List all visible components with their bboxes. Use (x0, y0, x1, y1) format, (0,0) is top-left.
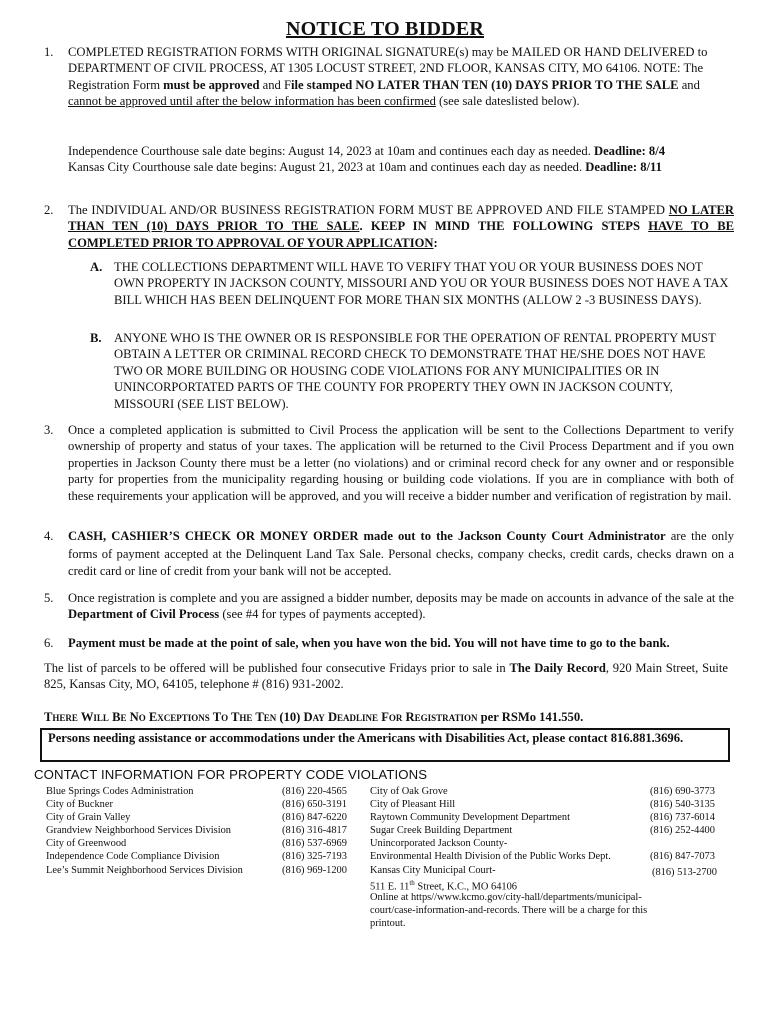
item-2-step-b: B. ANYONE WHO IS THE OWNER OR IS RESPONSIBLE FOR THE OPERATION OF RENTAL PROPERTY MUST OBTAIN A LETTER OR CRIMINAL RECORD CHECK TO DEMONSTRATE THAT HE/SHE DOES NOT HAVE TWO OR MORE BUILDING OR HOUSING CODE VIOLATIONS FOR ANY MUNICIPALITIES OR IN UNINCORPORTATED PARTS OF THE COUNTY FOR PROPERTY THEY OWN IN JACKSON COUNTY, MISSOURI (SEE LIST BELOW). (90, 331, 716, 411)
item-text: Once registration is complete and you are assigned a bidder number, deposits may be made on accounts in advance of the sale at the Department of Civil Process (see #4 for types of payments accepted). (68, 591, 734, 622)
contact-row: City of Pleasant Hill (816) 540-3135 (370, 799, 715, 811)
parcels-paragraph: The list of parcels to be offered will be published four consecutive Fridays prior to sale in The Daily Record, 920 Main Street, Suite 825, Kansas City, MO, 64105, telephone # (816) 931-2002. (44, 661, 728, 692)
contacts-left-table (46, 785, 366, 877)
contacts-right-table (370, 785, 730, 893)
contact-row: Lee’s Summit Neighborhood Services Division (816) 969-1200 (46, 864, 347, 876)
kansas-city-sale-date: Kansas City Courthouse sale date begins: August 21, 2023 at 10am and continues each day as needed. Deadline: 8/11 (68, 160, 662, 175)
contact-row: City of Buckner (816) 650-3191 (46, 799, 347, 811)
contact-row: Independence Code Compliance Division (816) 325-7193 (46, 851, 347, 863)
item-text: The INDIVIDUAL AND/OR BUSINESS REGISTRATION FORM MUST BE APPROVED AND FILE STAMPED NO LATER THAN TEN (10) DAYS PRIOR TO THE SALE. KEEP IN MIND THE FOLLOWING STEPS HAVE TO BE COMPLETED PRIOR TO APPROVAL OF YOUR APPLICATION: (68, 203, 734, 250)
contact-row: Blue Springs Codes Administration (816) 220-4565 (46, 786, 347, 797)
contact-row: Grandview Neighborhood Services Division (816) 316-4817 (46, 825, 347, 837)
item-3 (44, 422, 734, 522)
item-4 (44, 528, 734, 580)
contact-row: City of Grain Valley (816) 847-6220 (46, 812, 347, 824)
item-text: Once a completed application is submitted to Civil Process the application will be sent to the Collections Department to verify ownership of property and status of your taxes. The application will be returned to the Civil Process Department and if you own properties in Jackson County there must be a letter (no violations) and or criminal record check for any owner and or responsible party for properties from the municipality regarding housing or building code violations. If you are in compliance with both of these requirements your application will be approved, and you will receive a bidder number and verification of registration by mail. (68, 423, 734, 503)
contact-row: Sugar Creek Building Department (816) 252-4400 (370, 825, 715, 837)
item-number: 3. (44, 423, 54, 437)
contact-row: City of Oak Grove (816) 690-3773 (370, 786, 715, 797)
item-number: 4. (44, 529, 54, 543)
contact-row: Environmental Health Division of the Public Works Dept. (816) 847-7073 (370, 851, 715, 863)
item-2 (44, 202, 734, 254)
sale-dates (44, 143, 734, 179)
item-text: COMPLETED REGISTRATION FORMS WITH ORIGINAL SIGNATURE(s) may be MAILED OR HAND DELIVERED to DEPARTMENT OF CIVIL PROCESS, AT 1305 LOCUST STREET, 2ND FLOOR, KANSAS CITY, MO 64106. NOTE: The Registration Form must be approved and File stamped NO LATER THAN TEN (10) DAYS PRIOR TO THE SALE and cannot be approved until after the below information has been confirmed (see sale dateslisted below). (68, 45, 708, 109)
contact-row: Kansas City Municipal Court- (816) 513-2700 (370, 864, 717, 878)
court-online-note: Online at https//www.kcmo.gov/city-hall/departments/municipal-court/case-information-and-records. There will be a charge for this printout. (370, 892, 648, 930)
page-title: NOTICE TO BIDDER (285, 18, 485, 40)
contact-row: Unincorporated Jackson County- (370, 838, 508, 850)
contact-row: City of Greenwood (816) 537-6969 (46, 838, 347, 850)
item-6 (44, 635, 734, 653)
item-number: 1. (44, 45, 54, 59)
ada-notice-box: Persons needing assistance or accommodations under the Americans with Disabilities Act, please contact 816.881.3696. (40, 728, 730, 762)
item-text: Payment must be made at the point of sale, when you have won the bid. You will not have time to go to the bank. (68, 636, 670, 650)
independence-sale-date: Independence Courthouse sale date begins: August 14, 2023 at 10am and continues each day as needed. Deadline: 8/4 (68, 144, 666, 158)
exceptions-notice: There Will Be No Exceptions To The Ten (10) Day Deadline For Registration per RSMo 141.550. (44, 710, 584, 724)
item-number: 6. (44, 636, 54, 650)
contact-row: Raytown Community Development Department (816) 737-6014 (370, 812, 715, 824)
item-5 (44, 590, 734, 624)
item-text: CASH, CASHIER’S CHECK OR MONEY ORDER made out to the Jackson County Court Administrator are the only forms of payment accepted at the Delinquent Land Tax Sale. Personal checks, company checks, credit cards, checks drawn on a credit card or line of credit from your bank will not be accepted. (68, 529, 734, 578)
item-number: 5. (44, 591, 54, 605)
item-1 (44, 44, 734, 128)
item-2-step-a: A. THE COLLECTIONS DEPARTMENT WILL HAVE TO VERIFY THAT YOU OR YOUR BUSINESS DOES NOT OWN PROPERTY IN JACKSON COUNTY, MISSOURI AND YOU OR YOUR BUSINESS DOES NOT HAVE A TAX BILL WHICH HAS BEEN DELINQUENT FOR MORE THAN SIX MONTHS (ALLOW 2 -3 BUSINESS DAYS). (90, 260, 729, 307)
contact-heading: CONTACT INFORMATION FOR PROPERTY CODE VIOLATIONS (34, 767, 428, 782)
item-number: 2. (44, 203, 54, 217)
court-address: 511 E. 11th Street, K.C., MO 64106 (370, 878, 517, 893)
